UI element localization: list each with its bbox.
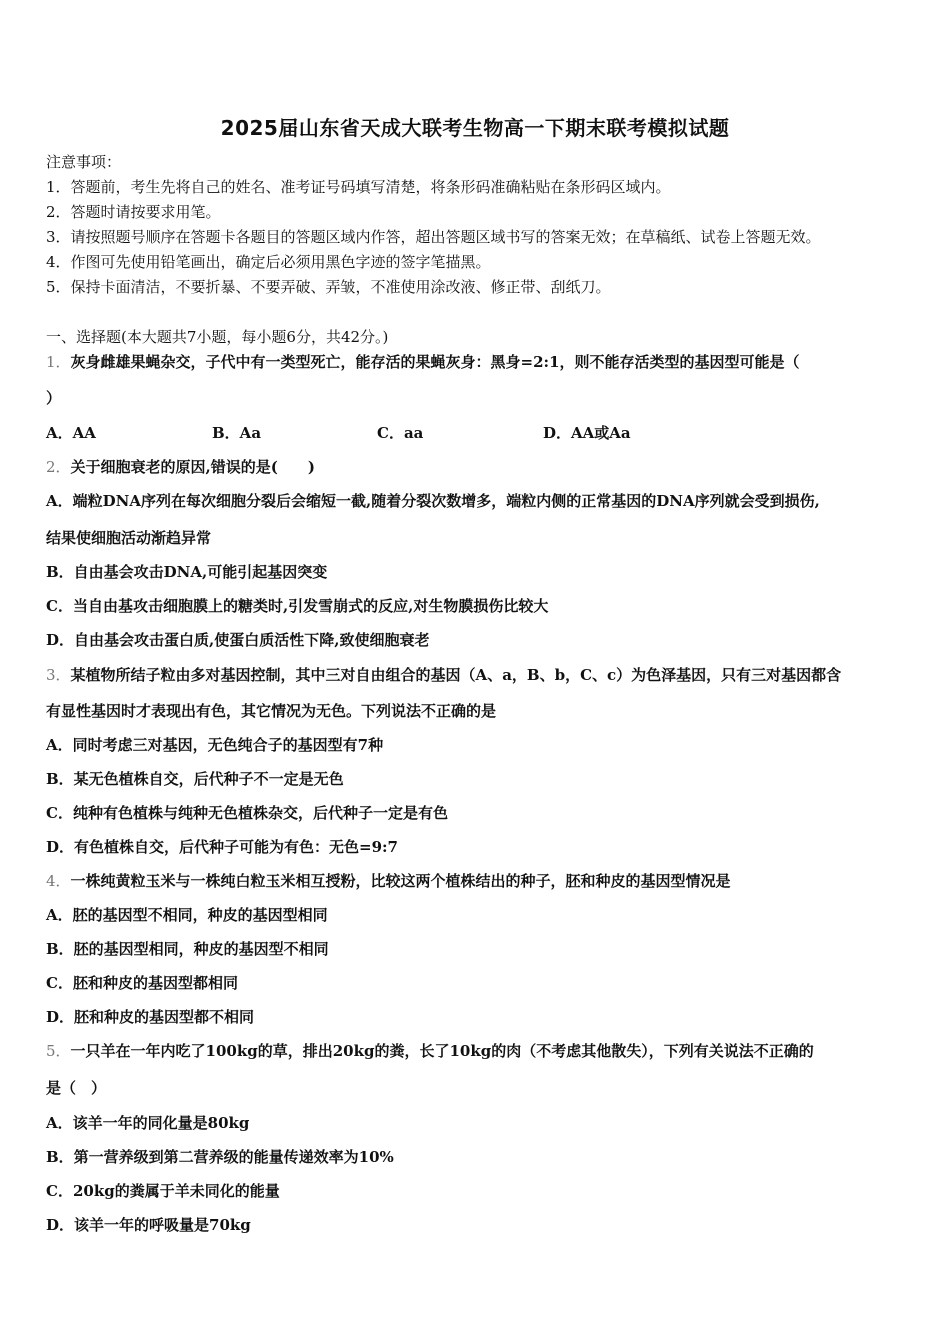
page-title: 2025届山东省天成大联考生物高一下期末联考模拟试题 [220, 116, 730, 140]
notice-item: 4．作图可先使用铅笔画出，确定后必须用黑色字迹的签字笔描黑。 [46, 253, 491, 271]
question-stem-cont: ） [46, 389, 62, 407]
option-b[interactable]: B．第一营养级到第二营养级的能量传递效率为10% [46, 1148, 394, 1166]
section-heading: 一、选择题(本大题共7小题，每小题6分，共42分。) [46, 328, 389, 346]
question-number: 3． [46, 666, 71, 684]
question-text: 灰身雌雄果蝇杂交，子代中有一类型死亡，能存活的果蝇灰身：黑身=2:1，则不能存活类型的基因型可能是（ [70, 353, 800, 371]
notice-heading: 注意事项： [46, 153, 122, 171]
option-d[interactable]: D．AA或Aa [543, 424, 631, 442]
notice-item: 5．保持卡面清洁，不要折暴、不要弄破、弄皱，不准使用涂改液、修正带、刮纸刀。 [46, 278, 611, 296]
question-stem [46, 1041, 814, 1061]
question-text: 关于细胞衰老的原因,错误的是( ) [70, 458, 315, 476]
question-stem [46, 457, 315, 477]
option-d[interactable]: D．该羊一年的呼吸量是70kg [46, 1216, 251, 1234]
option-b[interactable]: B．某无色植株自交，后代种子不一定是无色 [46, 770, 344, 788]
option-b[interactable]: B．Aa [212, 424, 262, 442]
option-c[interactable]: C．aa [377, 424, 424, 442]
question-stem [46, 871, 731, 891]
notice-item: 3．请按照题号顺序在答题卡各题目的答题区域内作答，超出答题区域书写的答案无效；在草稿纸、试卷上答题无效。 [46, 228, 821, 246]
question-text: 一只羊在一年内吃了100kg的草，排出20kg的粪，长了10kg的肉（不考虑其他散失），下列有关说法不正确的 [70, 1042, 814, 1060]
option-a[interactable]: A．该羊一年的同化量是80kg [46, 1114, 250, 1132]
option-a[interactable]: A．AA [46, 424, 96, 442]
option-d[interactable]: D．有色植株自交，后代种子可能为有色：无色=9:7 [46, 838, 398, 856]
notice-item: 1．答题前，考生先将自己的姓名、准考证号码填写清楚，将条形码准确粘贴在条形码区域内。 [46, 178, 671, 196]
option-b[interactable]: B．自由基会攻击DNA,可能引起基因突变 [46, 563, 328, 581]
option-d[interactable]: D．自由基会攻击蛋白质,使蛋白质活性下降,致使细胞衰老 [46, 631, 430, 649]
question-stem [46, 352, 800, 372]
option-d[interactable]: D．胚和种皮的基因型都不相同 [46, 1008, 255, 1026]
question-stem [46, 665, 841, 685]
question-number: 5． [46, 1042, 71, 1060]
question-number: 1． [46, 353, 71, 371]
question-number: 2． [46, 458, 71, 476]
question-text: 某植物所结子粒由多对基因控制，其中三对自由组合的基因（A、a，B、b，C、c）为色泽基因，只有三对基因都含 [70, 666, 842, 684]
question-number: 4． [46, 872, 71, 890]
option-c[interactable]: C．纯种有色植株与纯种无色植株杂交，后代种子一定是有色 [46, 804, 448, 822]
option-a-cont: 结果使细胞活动渐趋异常 [46, 529, 212, 547]
option-a[interactable]: A．同时考虑三对基因，无色纯合子的基因型有7种 [46, 736, 384, 754]
notice-item: 2．答题时请按要求用笔。 [46, 203, 221, 221]
question-stem-cont: 是（ ） [46, 1079, 107, 1097]
question-stem-cont: 有显性基因时才表现出有色，其它情况为无色。下列说法不正确的是 [46, 702, 497, 720]
option-a[interactable]: A．端粒DNA序列在每次细胞分裂后会缩短一截,随着分裂次数增多，端粒内侧的正常基因的DNA序列就会受到损伤, [46, 492, 820, 510]
option-c[interactable]: C．20kg的粪属于羊未同化的能量 [46, 1182, 280, 1200]
option-c[interactable]: C．胚和种皮的基因型都相同 [46, 974, 238, 992]
option-a[interactable]: A．胚的基因型不相同，种皮的基因型相同 [46, 906, 328, 924]
option-c[interactable]: C．当自由基攻击细胞膜上的糖类时,引发雪崩式的反应,对生物膜损伤比较大 [46, 597, 549, 615]
option-b[interactable]: B．胚的基因型相同，种皮的基因型不相同 [46, 940, 329, 958]
question-text: 一株纯黄粒玉米与一株纯白粒玉米相互授粉，比较这两个植株结出的种子，胚和种皮的基因型情况是 [70, 872, 731, 890]
